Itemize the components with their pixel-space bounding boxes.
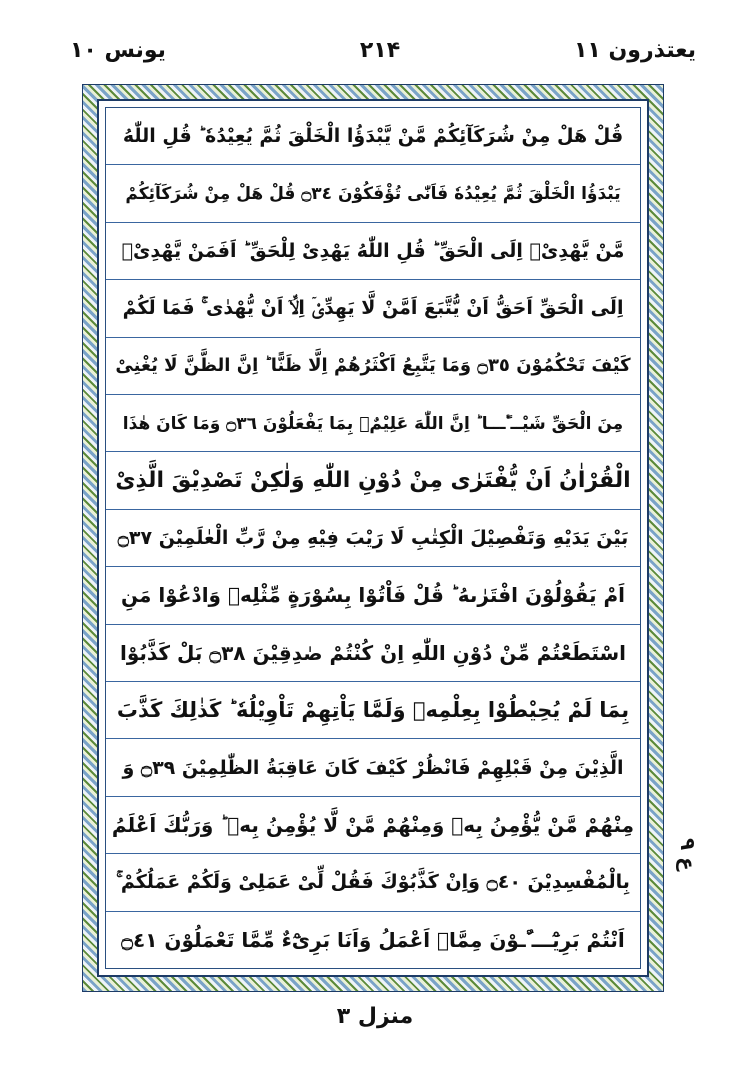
page-header (60, 34, 700, 74)
verse-line-15: اَنْتُمْ بَرِيْٓـــٴُـوْنَ مِمَّاۤ اَعْمَلُ وَاَنَا بَرِىْٓءٌ مِّمَّا تَعْمَلُوْنَ ۝٤١ (121, 927, 625, 952)
verse-line-11: بِمَا لَمْ يُحِيْطُوْا بِعِلْمِهٖ وَلَمَّا يَاْتِهِمْ تَاْوِيْلُهٗ ؕ كَذٰلِكَ كَذَّبَ (106, 682, 640, 739)
juz-label: يعتذرون ١١ (573, 38, 696, 63)
surah-label: يونس ١٠ (70, 38, 166, 63)
verse-line-12: الَّذِيْنَ مِنْ قَبْلِهِمْ فَانْظُرْ كَيْفَ كَانَ عَاقِبَةُ الظّٰلِمِيْنَ ۝٣٩ وَ (106, 739, 640, 796)
verse-line-1: قُلْ هَلْ مِنْ شُرَكَآئِكُمْ مَّنْ يَّبْدَؤُا الْخَلْقَ ثُمَّ يُعِيْدُهٗ ؕ قُلِ اللّٰهُ (106, 108, 640, 165)
verse-line-6: مِنَ الْحَقِّ شَيْــٴًـــا ؕ اِنَّ اللّٰهَ عَلِيْمٌۢ بِمَا يَفْعَلُوْنَ ۝٣٦ وَمَا كَانَ هٰذَا (106, 395, 640, 452)
text-panel (105, 107, 641, 969)
verse-line-8: بَيْنَ يَدَيْهِ وَتَفْصِيْلَ الْكِتٰبِ لَا رَيْبَ فِيْهِ مِنْ رَّبِّ الْعٰلَمِيْنَ ۝٣٧ (106, 510, 640, 567)
verse-line-13: مِنْهُمْ مَّنْ يُّؤْمِنُ بِهٖ وَمِنْهُمْ مَّنْ لَّا يُؤْمِنُ بِهٖ ؕ وَرَبُّكَ اَعْلَمُ (106, 797, 640, 854)
verse-line-5: كَيْفَ تَحْكُمُوْنَ ۝٣٥ وَمَا يَتَّبِعُ اَكْثَرُهُمْ اِلَّا ظَنًّا ؕ اِنَّ الظَّنَّ لَا يُغْنِىْ (106, 338, 640, 395)
page-number: ٢١۴ (359, 38, 401, 63)
ruku-marker: ع ٩ (676, 838, 700, 871)
manzil-label: منزل ٣ (336, 1004, 414, 1029)
ornamental-border (82, 84, 664, 992)
verse-line-2: يَبْدَؤُا الْخَلْقَ ثُمَّ يُعِيْدُهٗ فَاَنّٰى تُؤْفَكُوْنَ ۝٣٤ قُلْ هَلْ مِنْ شُرَكَآئِكُمْ (106, 165, 640, 222)
verse-line-9: اَمْ يَقُوْلُوْنَ افْتَرٰىهُ ؕ قُلْ فَاْتُوْا بِسُوْرَةٍ مِّثْلِهٖ وَادْعُوْا مَنِ (106, 567, 640, 624)
verse-line-10: اسْتَطَعْتُمْ مِّنْ دُوْنِ اللّٰهِ اِنْ كُنْتُمْ صٰدِقِيْنَ ۝٣٨ بَلْ كَذَّبُوْا (106, 625, 640, 682)
verse-line-14: بِالْمُفْسِدِيْنَ ۝٤٠ وَاِنْ كَذَّبُوْكَ فَقُلْ لِّىْ عَمَلِىْ وَلَكُمْ عَمَلُكُمْ ۚ (106, 854, 640, 911)
verse-line-4: اِلَى الْحَقِّ اَحَقُّ اَنْ يُّتَّبَعَ اَمَّنْ لَّا يَهِدِّىْۤ اِلَّاۤ اَنْ يُّهْدٰى ۚ فَمَا لَكُمْ (106, 280, 640, 337)
verse-line-7: الْقُرْاٰنُ اَنْ يُّفْتَرٰى مِنْ دُوْنِ اللّٰهِ وَلٰكِنْ تَصْدِيْقَ الَّذِىْ (106, 452, 640, 509)
verse-line-3: مَّنْ يَّهْدِىْۤ اِلَى الْحَقِّ ؕ قُلِ اللّٰهُ يَهْدِىْ لِلْحَقِّ ؕ اَفَمَنْ يَّهْدِىْۤ (106, 223, 640, 280)
verse-lines (106, 108, 640, 968)
